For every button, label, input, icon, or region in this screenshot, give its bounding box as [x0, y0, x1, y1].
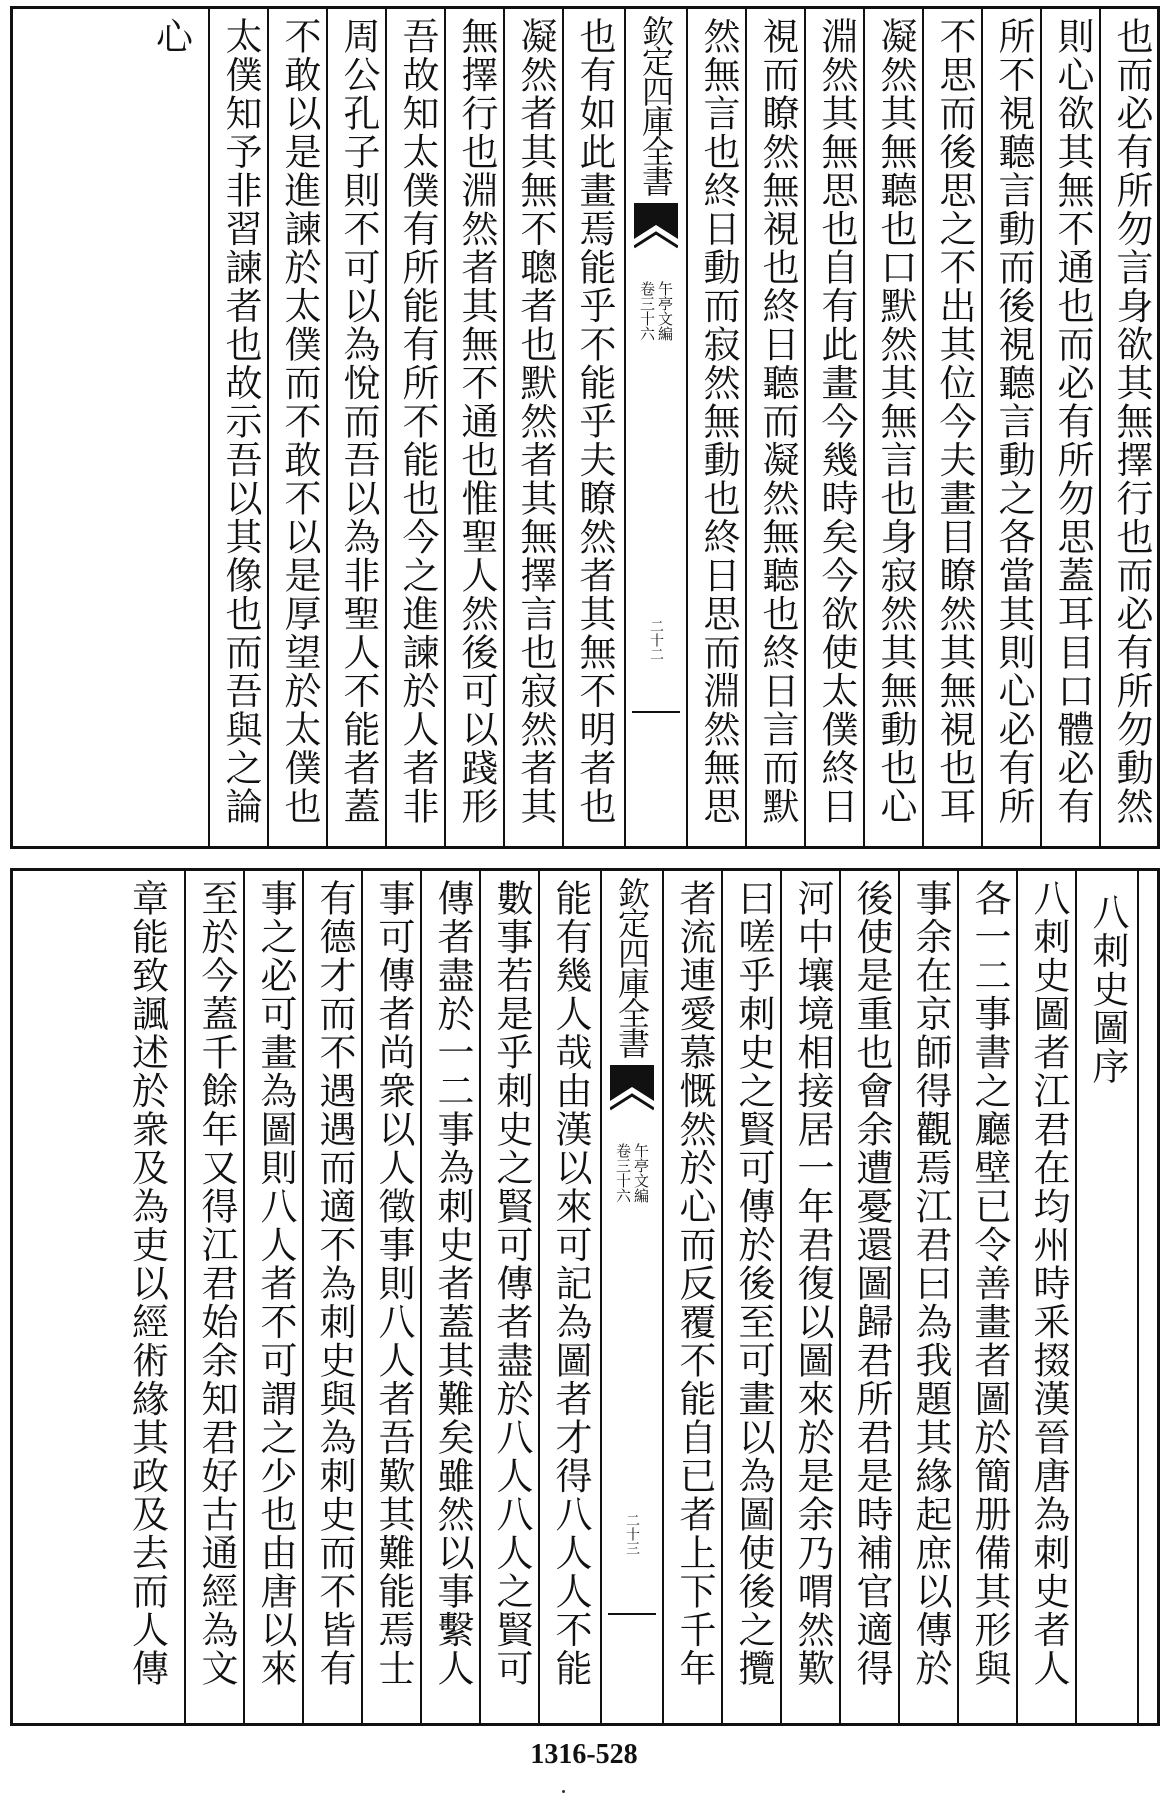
- fish-tail-icon: [610, 1065, 654, 1125]
- text-column: 者流連愛慕慨然於心而反覆不能自已者上下千年: [662, 871, 721, 1723]
- text-column: 淵然其無思也自有此畫今幾時矣今欲使太僕終日: [804, 9, 863, 846]
- lower-page-columns: [13, 871, 1157, 1723]
- fish-tail-icon: [634, 203, 678, 263]
- text-column: 則心欲其無不通也而必有所勿思蓋耳目口體必有: [1040, 9, 1099, 846]
- text-column: 也有如此畫焉能乎不能乎夫瞭然者其無不明者也: [562, 9, 624, 846]
- center-gutter: [600, 871, 662, 1723]
- scan-speck: [562, 1790, 565, 1793]
- text-column: 章能致諷述於衆及為吏以經術緣其政及去而人傳: [125, 879, 169, 1688]
- folio-rule: [632, 711, 680, 713]
- text-column: 周公孔子則不可以為悅而吾以為非聖人不能者蓋: [326, 9, 385, 846]
- upper-page-columns: [13, 9, 1157, 846]
- text-column: 視而瞭然無視也終日聽而凝然無聽也終日言而默: [745, 9, 804, 846]
- text-column: 所不視聽言動而後視聽言動之各當其則心必有所: [981, 9, 1040, 846]
- text-column: 曰嗟乎刺史之賢可傳於後至可畫以為圖使後之攬: [721, 871, 780, 1723]
- gutter-title: 欽定四庫全書: [613, 877, 651, 1057]
- blank-column: [1137, 871, 1157, 1723]
- center-gutter: [624, 9, 686, 846]
- text-column: 心: [149, 17, 193, 56]
- text-column: 事余在京師得觀焉江君曰為我題其緣起庶以傳於: [898, 871, 957, 1723]
- folio-rule: [608, 1613, 656, 1615]
- folio-number: 二十三: [624, 1513, 640, 1555]
- text-column: 凝然者其無不聰者也默然者其無擇言也寂然者其: [503, 9, 562, 846]
- gutter-subtitle: 午亭文編 卷三十六: [638, 281, 674, 341]
- lower-page: [10, 868, 1160, 1726]
- gutter-title: 欽定四庫全書: [637, 15, 675, 195]
- text-column: 吾故知太僕有所能有所不能也今之進諫於人者非: [385, 9, 444, 846]
- text-column: 凝然其無聽也口默然其無言也身寂然其無動也心: [863, 9, 922, 846]
- text-column: 然無言也終日動而寂然無動也終日思而淵然無思: [686, 9, 745, 846]
- text-column: 各一二事書之廳壁已令善畫者圖於簡册備其形與: [957, 871, 1016, 1723]
- text-column: 數事若是乎刺史之賢可傳者盡於八人八人之賢可: [479, 871, 538, 1723]
- text-column: 事可傳者尚衆以人徵事則八人者吾歎其難能焉士: [361, 871, 420, 1723]
- upper-page: [10, 6, 1160, 849]
- text-column: 無擇行也淵然者其無不通也惟聖人然後可以踐形: [444, 9, 503, 846]
- text-column: 八刺史圖者江君在均州時釆掇漢晉唐為刺史者人: [1016, 871, 1075, 1723]
- text-column: 至於今蓋千餘年又得江君始余知君好古通經為文: [184, 871, 243, 1723]
- text-column: 也而必有所勿言身欲其無擇行也而必有所勿動然: [1099, 9, 1157, 846]
- text-column: 河中壤境相接居一年君復以圖來於是余乃喟然歎: [780, 871, 839, 1723]
- text-column: 事之必可畫為圖則八人者不可謂之少也由唐以來: [243, 871, 302, 1723]
- text-column: 有德才而不遇遇而適不為刺史與為刺史而不皆有: [302, 871, 361, 1723]
- preface-title: 八刺史圖序: [1086, 893, 1129, 1086]
- page-number: 1316-528: [530, 1739, 638, 1770]
- text-column: 能有幾人哉由漢以來可記為圖者才得八人人不能: [538, 871, 600, 1723]
- text-column: [1075, 871, 1137, 1723]
- gutter-subtitle: 午亭文編 卷三十六: [614, 1143, 650, 1203]
- text-column: 不敢以是進諫於太僕而不敢不以是厚望於太僕也: [267, 9, 326, 846]
- text-column: 傳者盡於一二事為刺史者蓋其難矣雖然以事繫人: [420, 871, 479, 1723]
- text-column: 不思而後思之不出其位今夫畫目瞭然其無視也耳: [922, 9, 981, 846]
- text-column: 太僕知予非習諫者也故示吾以其像也而吾與之論: [208, 9, 267, 846]
- text-column: 後使是重也會余遭憂還圖歸君所君是時補官適得: [839, 871, 898, 1723]
- folio-number: 二十二: [648, 619, 664, 661]
